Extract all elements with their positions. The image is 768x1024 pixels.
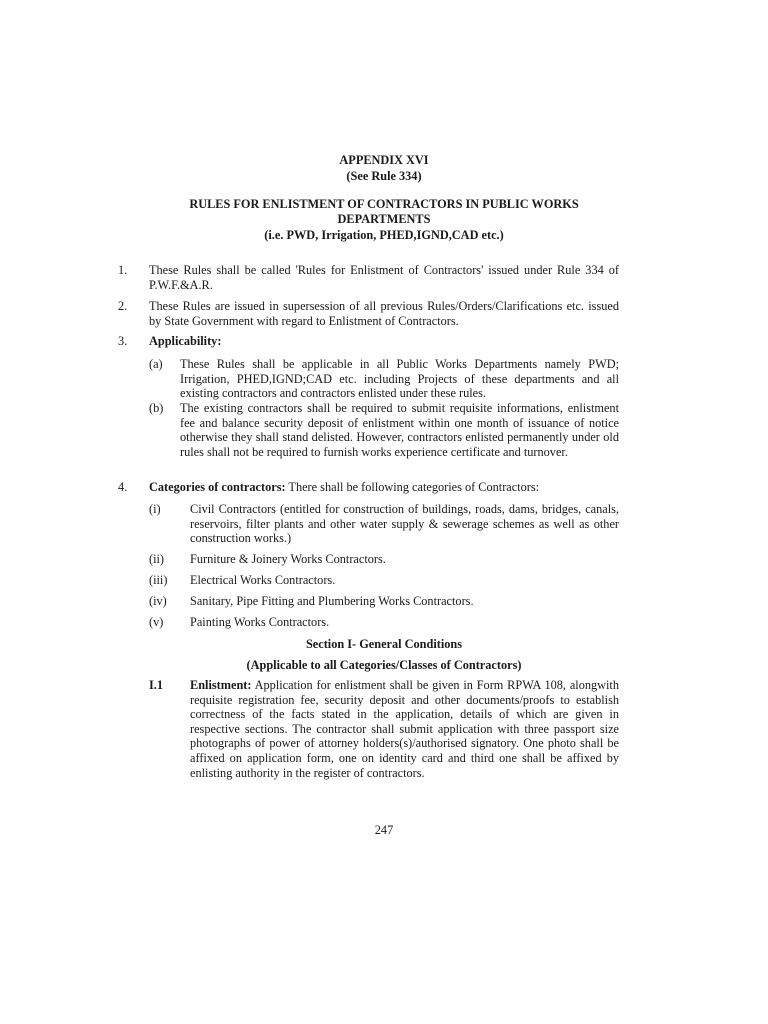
rule-3-number: 3. (118, 334, 128, 348)
appendix-heading: APPENDIX XVI (339, 153, 429, 167)
rule-4iv-label: (iv) (149, 594, 167, 608)
rule-3b-text: The existing contractors shall be required to submit requisite informations, enlistment fee and balance security deposit of enlistment within one month of issuance of notice otherwise they shall stand delisted. However, contractors enlisted permanently under old rules shall not be required to furnish works experience certificate and turnover. (180, 401, 619, 459)
clause-i1-heading: Enlistment: (190, 678, 252, 692)
rule-3b-label: (b) (149, 401, 164, 415)
rule-4v-text: Painting Works Contractors. (190, 615, 330, 629)
rule-3a-label: (a) (149, 357, 163, 371)
rule-1-number: 1. (118, 263, 128, 277)
page-number: 247 (374, 823, 394, 837)
rule-4-number: 4. (118, 480, 128, 494)
rule-4ii-text: Furniture & Joinery Works Contractors. (190, 552, 386, 566)
rule-4iii-text: Electrical Works Contractors. (190, 573, 336, 587)
title-line-2: DEPARTMENTS (337, 212, 431, 226)
rule-4iii-label: (iii) (149, 573, 168, 587)
clause-i1-number: I.1 (149, 678, 164, 692)
clause-i1-paragraph (190, 678, 619, 780)
section-title: Section I- General Conditions (305, 637, 463, 651)
rule-3-heading: Applicability: (149, 334, 222, 348)
rule-4ii-label: (ii) (149, 552, 165, 566)
rule-4-heading-line (149, 480, 619, 495)
rule-2-number: 2. (118, 299, 128, 313)
rule-4-heading: Categories of contractors: (149, 480, 286, 494)
rule-2-text: These Rules are issued in supersession of all previous Rules/Orders/Clarifications etc. issued by State Government with regard to Enlistment of Contractors. (149, 299, 619, 328)
rule-4i-label: (i) (149, 502, 161, 516)
clause-i1-text: Application for enlistment shall be given in Form RPWA 108, alongwith requisite registration fee, security deposit and other documents/proofs to establish correctness of the facts stated in the application, details of which are given in respective sections. The contractor shall submit application with three passport size photographs of power of attorney holders(s)/authorised signatory. One photo shall be affixed on application form, one on identity card and third one shall be affixed by enlisting authority in the register of contractors. (190, 678, 619, 780)
section-subtitle: (Applicable to all Categories/Classes of Contractors) (246, 658, 522, 672)
rule-4iv-text: Sanitary, Pipe Fitting and Plumbering Works Contractors. (190, 594, 474, 608)
rule-3a-text: These Rules shall be applicable in all Public Works Departments namely PWD; Irrigation, PHED,IGND;CAD etc. including Projects of these departments and all existing contractors and contractors enlisted under these rules. (180, 357, 619, 401)
rule-1-text: These Rules shall be called 'Rules for Enlistment of Contractors' issued under Rule 334 of P.W.F.&A.R. (149, 263, 619, 292)
title-line-1: RULES FOR ENLISTMENT OF CONTRACTORS IN PUBLIC WORKS (189, 197, 579, 211)
title-line-3: (i.e. PWD, Irrigation, PHED,IGND,CAD etc.) (264, 228, 504, 242)
rule-4v-label: (v) (149, 615, 164, 629)
rule-4i-text: Civil Contractors (entitled for construction of buildings, roads, dams, bridges, canals, reservoirs, filter plants and other water supply & sewerage schemes as well as other construction works.) (190, 502, 619, 546)
see-rule-subheading: (See Rule 334) (346, 169, 422, 183)
rule-4-heading-rest: There shall be following categories of Contractors: (285, 480, 540, 494)
